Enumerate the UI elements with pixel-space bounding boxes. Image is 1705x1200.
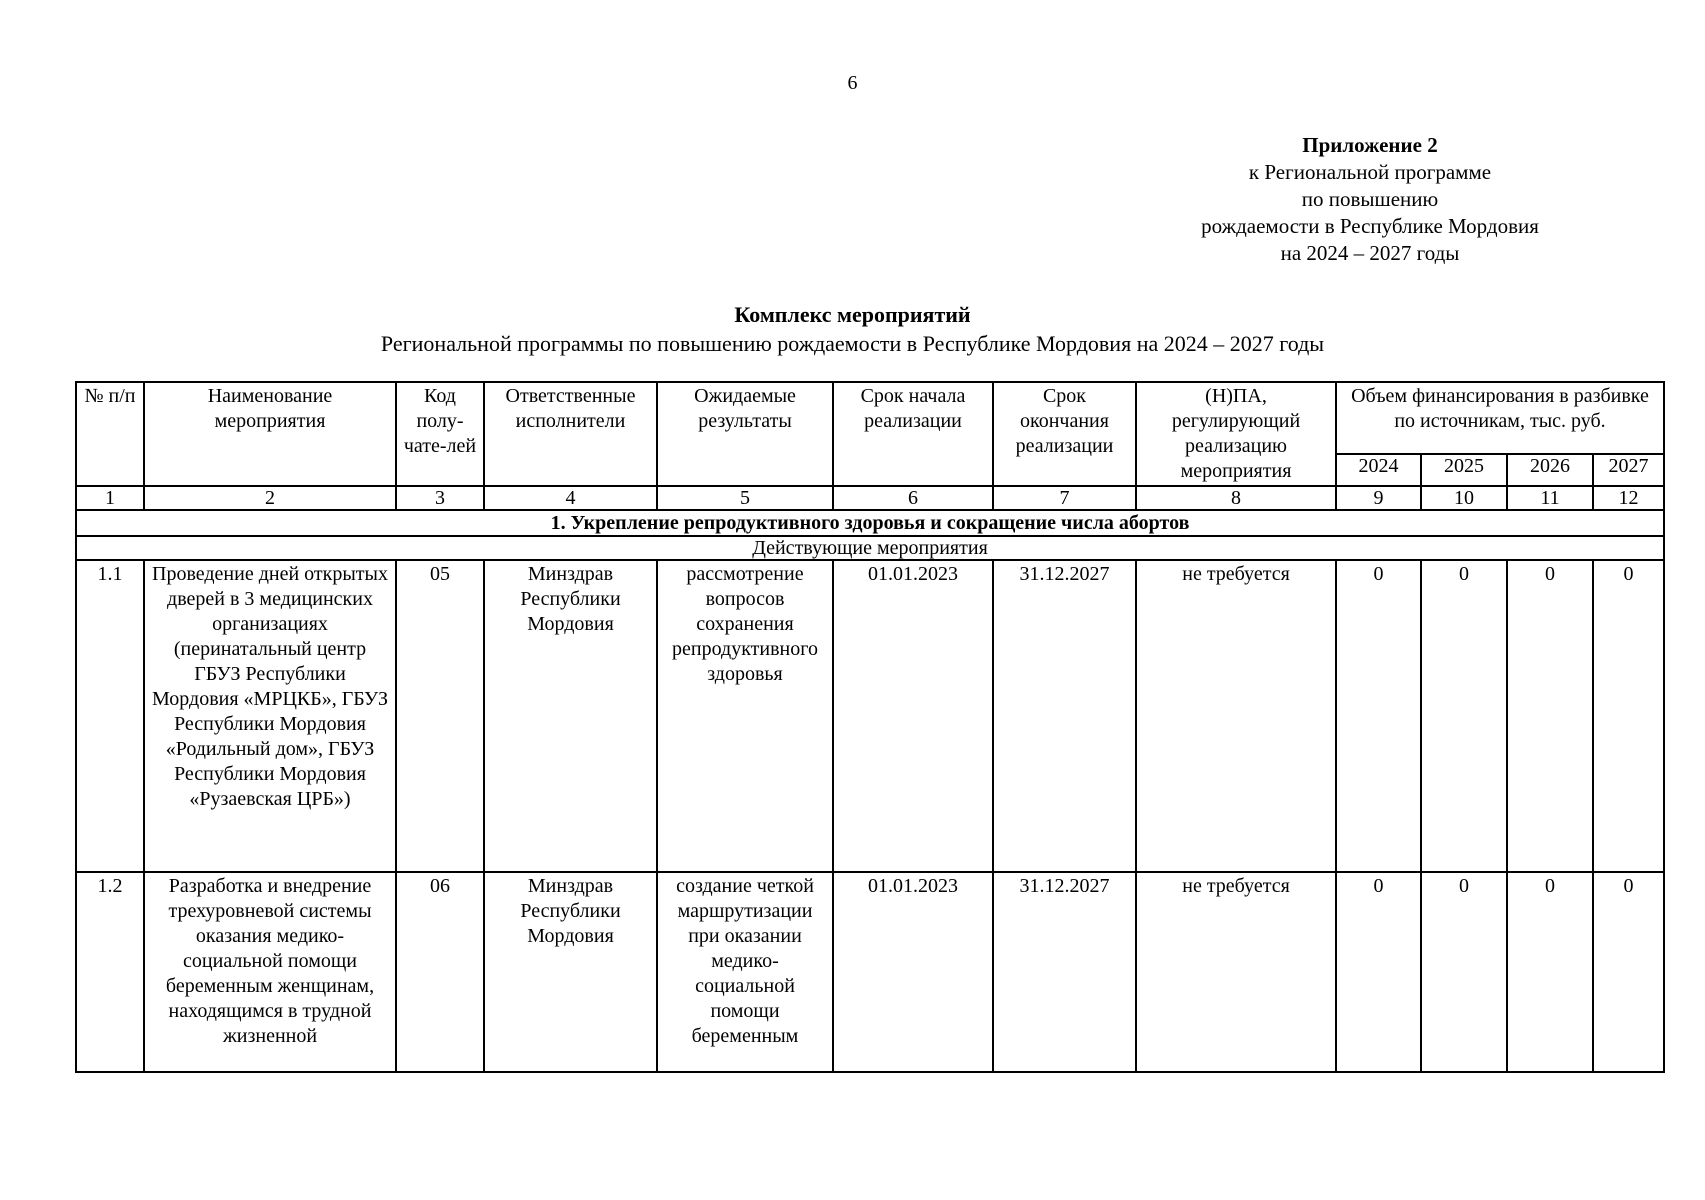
row-npa: не требуется — [1136, 872, 1336, 1072]
header-year: 2024 — [1336, 454, 1421, 486]
row-2024: 0 — [1336, 872, 1421, 1072]
row-name: Разработка и внедрение трехуровневой системы оказания медико-социальной помощи беременным женщинам, находящимся в трудной жизненной — [144, 872, 396, 1072]
row-2026: 0 — [1507, 560, 1593, 872]
column-number: 9 — [1336, 486, 1421, 510]
measures-table — [75, 381, 1665, 1073]
header-results: Ожидаемые результаты — [657, 382, 833, 486]
column-number: 6 — [833, 486, 993, 510]
header-npa: (Н)ПА, регулирующий реализацию мероприятия — [1136, 382, 1336, 486]
appendix-line: по повышению — [1301, 187, 1439, 211]
row-name: Проведение дней открытых дверей в 3 медицинских организациях (перинатальный центр ГБУЗ Республики Мордовия «МРЦКБ», ГБУЗ Республики Мордовия «Родильный дом», ГБУЗ Республики Мордовия «Рузаевская ЦРБ») — [144, 560, 396, 872]
appendix-line: на 2024 – 2027 годы — [1280, 241, 1460, 265]
row-2025: 0 — [1421, 872, 1507, 1072]
document-subtitle: Региональной программы по повышению рождаемости в Республике Мордовия на 2024 – 2027 годы — [380, 331, 1325, 356]
row-code: 05 — [396, 560, 484, 872]
column-number: 1 — [76, 486, 144, 510]
section-row — [76, 510, 1664, 536]
column-number: 4 — [484, 486, 657, 510]
subsection-row — [76, 536, 1664, 560]
column-number: 2 — [144, 486, 396, 510]
page-number: 6 — [847, 72, 858, 94]
row-start: 01.01.2023 — [833, 872, 993, 1072]
appendix-title: Приложение 2 — [1302, 133, 1438, 157]
table-row — [76, 872, 1664, 1072]
column-number: 11 — [1507, 486, 1593, 510]
header-start: Срок начала реализации — [833, 382, 993, 486]
row-2027: 0 — [1593, 872, 1664, 1072]
row-executors: Минздрав Республики Мордовия — [484, 872, 657, 1072]
column-number: 7 — [993, 486, 1136, 510]
row-end: 31.12.2027 — [993, 872, 1136, 1072]
header-year: 2025 — [1421, 454, 1507, 486]
table-row — [76, 560, 1664, 872]
row-end: 31.12.2027 — [993, 560, 1136, 872]
appendix-line: к Региональной программе — [1248, 160, 1492, 184]
row-2025: 0 — [1421, 560, 1507, 872]
header-num: № п/п — [76, 382, 144, 486]
row-2024: 0 — [1336, 560, 1421, 872]
subsection-title: Действующие мероприятия — [76, 536, 1664, 560]
header-financing: Объем финансирования в разбивке по источникам, тыс. руб. — [1336, 382, 1664, 454]
row-results: создание четкой маршрутизации при оказании медико-социальной помощи беременным — [657, 872, 833, 1072]
header-year: 2026 — [1507, 454, 1593, 486]
row-executors: Минздрав Республики Мордовия — [484, 560, 657, 872]
column-numbers-row — [76, 486, 1664, 510]
row-2027: 0 — [1593, 560, 1664, 872]
appendix-line: рождаемости в Республике Мордовия — [1201, 214, 1539, 238]
document-title: Комплекс мероприятий — [734, 302, 971, 327]
column-number: 10 — [1421, 486, 1507, 510]
row-num: 1.1 — [76, 560, 144, 872]
header-code: Код полу-чате-лей — [396, 382, 484, 486]
row-code: 06 — [396, 872, 484, 1072]
column-number: 3 — [396, 486, 484, 510]
header-name: Наименование мероприятия — [144, 382, 396, 486]
row-results: рассмотрение вопросов сохранения репродуктивного здоровья — [657, 560, 833, 872]
header-end: Срок окончания реализации — [993, 382, 1136, 486]
column-number: 8 — [1136, 486, 1336, 510]
header-row — [76, 382, 1664, 454]
section-title: 1. Укрепление репродуктивного здоровья и сокращение числа абортов — [76, 510, 1664, 536]
column-number: 5 — [657, 486, 833, 510]
row-num: 1.2 — [76, 872, 144, 1072]
header-year: 2027 — [1593, 454, 1664, 486]
header-executors: Ответственные исполнители — [484, 382, 657, 486]
row-2026: 0 — [1507, 872, 1593, 1072]
document-title-block — [0, 300, 1705, 358]
column-number: 12 — [1593, 486, 1664, 510]
row-npa: не требуется — [1136, 560, 1336, 872]
row-start: 01.01.2023 — [833, 560, 993, 872]
appendix-block — [1150, 132, 1590, 267]
